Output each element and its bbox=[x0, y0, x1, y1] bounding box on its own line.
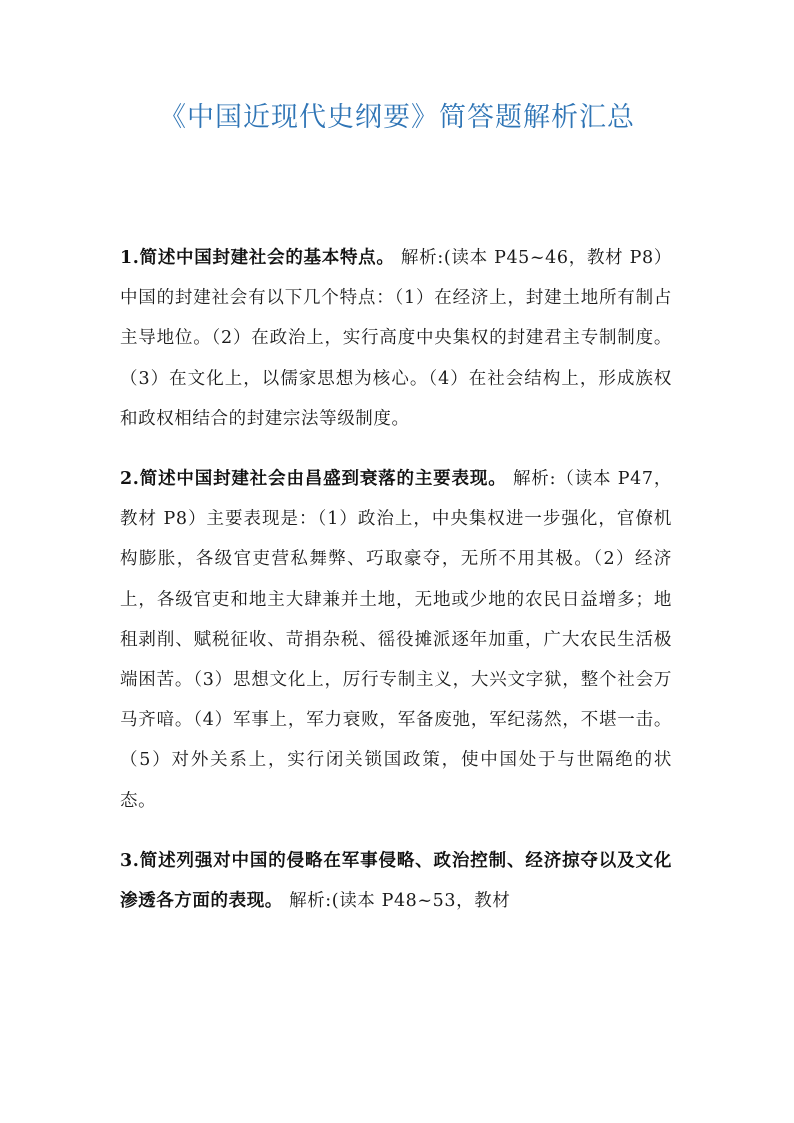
answer-text-1: 解析:(读本 P45~46，教材 P8）中国的封建社会有以下几个特点：（1）在经济上，封建土地所有制占主导地位。（2）在政治上，实行高度中央集权的封建君主专制制度。（3）在文化上，以儒家思想为核心。（4）在社会结构上，形成族权和政权相结合的封建宗法等级制度。 bbox=[120, 248, 672, 429]
page-title: 《中国近现代史纲要》简答题解析汇总 bbox=[159, 102, 635, 133]
answer-text-3: 解析:(读本 P48~53，教材 bbox=[289, 891, 511, 912]
question-entry-3 bbox=[120, 841, 672, 921]
question-entry-1 bbox=[120, 238, 672, 439]
document-body bbox=[120, 238, 672, 941]
question-text-3: 简述列强对中国的侵略在军事侵略、政治控制、经济掠夺以及文化渗透各方面的表现。 bbox=[120, 850, 672, 912]
question-number-3: 3. bbox=[120, 850, 140, 871]
question-text-1: 简述中国封建社会的基本特点。 bbox=[139, 248, 395, 268]
question-text-2: 简述中国封建社会由昌盛到衰落的主要表现。 bbox=[139, 469, 507, 490]
question-number-2: 2. bbox=[120, 469, 140, 490]
answer-text-2: 解析:（读本 P47，教材 P8）主要表现是：（1）政治上，中央集权进一步强化，官僚机构膨胀，各级官吏营私舞弊、巧取豪夺，无所不用其极。（2）经济上，各级官吏和地主大肆兼并土地，无地或少地的农民日益增多；地租剥削、赋税征收、苛捐杂税、徭役摊派逐年加重，广大农民生活极端困苦。（3）思想文化上，厉行专制主义，大兴文字狱，整个社会万马齐喑。（4）军事上，军力衰败，军备废弛，军纪荡然，不堪一击。（5）对外关系上，实行闭关锁国政策，使中国处于与世隔绝的状态。 bbox=[120, 469, 672, 811]
question-number-1: 1. bbox=[120, 248, 140, 268]
question-entry-2 bbox=[120, 459, 672, 821]
